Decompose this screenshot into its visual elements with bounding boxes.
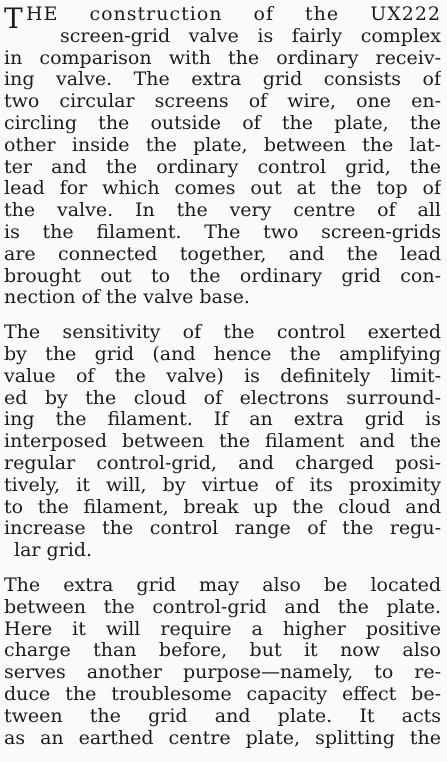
text-line: value of the valve) is definitely limit-	[4, 365, 441, 387]
text-line: screen-grid valve is fairly complex	[60, 25, 441, 47]
text-line: tively, it will, by virtue of its proximity	[4, 474, 441, 496]
text-line: the valve. In the very centre of all	[4, 200, 441, 222]
text-line: regular control-grid, and charged posi-	[4, 452, 441, 474]
paragraph-2	[4, 322, 441, 562]
text-line: ter and the ordinary control grid, the	[4, 156, 441, 178]
text-line: nection of the valve base.	[4, 287, 250, 309]
text-line: ed by the cloud of electrons surround-	[4, 387, 441, 409]
text-line: are connected together, and the lead	[4, 243, 441, 265]
text-line: tween the grid and plate. It acts	[4, 705, 441, 727]
opening-small-caps: HE construction of the UX222	[26, 3, 441, 25]
text-line: by the grid (and hence the amplifying	[4, 343, 441, 365]
text-line: is the filament. The two screen-grids	[4, 221, 441, 243]
text-line: duce the troublesome capacity effect be-	[4, 683, 441, 705]
text-line: The sensitivity of the control exerted	[4, 322, 441, 344]
paragraph-1	[4, 4, 441, 309]
text-line: circling the outside of the plate, the	[4, 112, 441, 134]
text-line: The extra grid may also be located	[4, 574, 441, 596]
text-line: ing valve. The extra grid consists of	[4, 69, 441, 91]
text-line: lead for which comes out at the top of	[4, 178, 441, 200]
text-line: in comparison with the ordinary receiv-	[4, 47, 441, 69]
text-line: brought out to the ordinary grid con-	[4, 265, 441, 287]
text-line: Here it will require a higher positive	[4, 618, 441, 640]
article-column	[4, 4, 441, 762]
text-line: charge than before, but it now also	[4, 640, 441, 662]
text-line: ing the filament. If an extra grid is	[4, 409, 441, 431]
text-line: other inside the plate, between the lat-	[4, 134, 441, 156]
text-line: two circular screens of wire, one en-	[4, 91, 441, 113]
text-line: to the filament, break up the cloud and	[4, 496, 441, 518]
text-line: between the control-grid and the plate.	[4, 596, 441, 618]
text-line: serves another purpose—namely, to re-	[4, 662, 441, 684]
drop-cap: T	[4, 2, 23, 35]
text-line: lar grid.	[14, 540, 93, 562]
text-line: increase the control range of the regu-	[4, 518, 441, 540]
paragraph-3	[4, 575, 441, 749]
text-line: as an earthed centre plate, splitting the	[4, 727, 441, 749]
text-line: interposed between the filament and the	[4, 431, 441, 453]
